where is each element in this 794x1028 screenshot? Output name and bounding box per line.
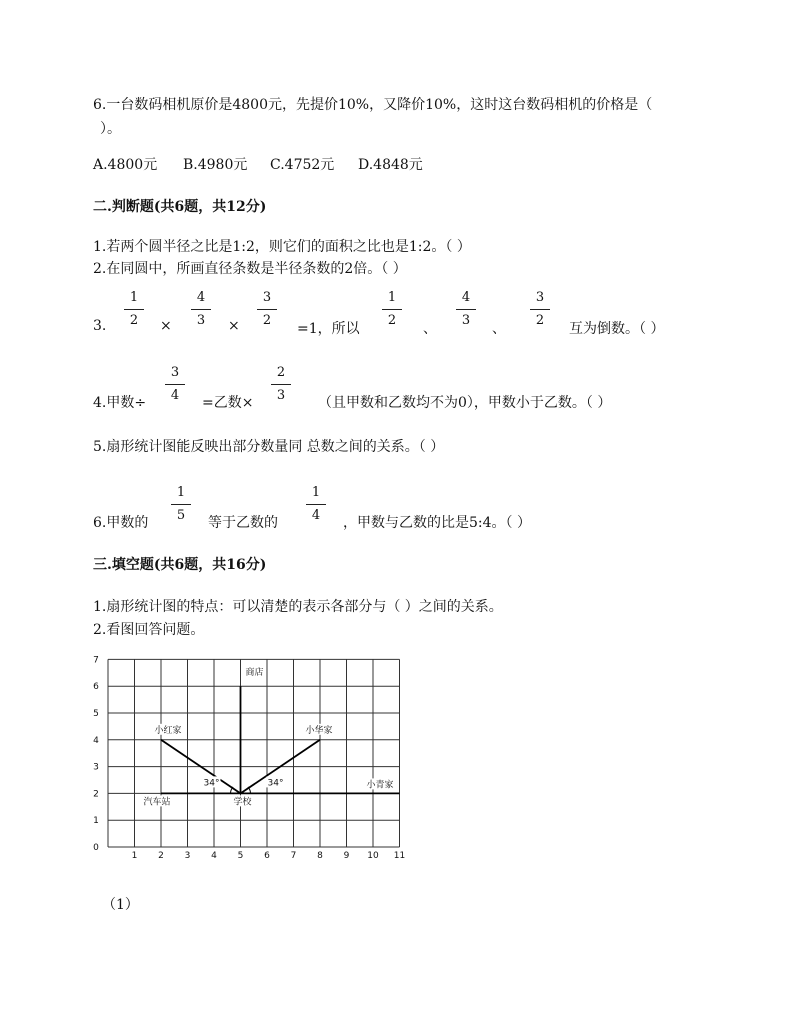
fraction-4-3: 4 3 [454, 290, 478, 329]
times-sign: × [228, 318, 240, 334]
y-tick-label: 3 [93, 762, 99, 773]
tf-question-4-part-a: 4.甲数÷ [93, 395, 147, 411]
mc-question-6-line2: ）。 [100, 121, 121, 137]
fraction-1-2: 1 2 [122, 290, 146, 329]
angle-label-right: 34° [267, 778, 284, 789]
x-tick-label: 3 [184, 851, 191, 860]
option-b: B.4980元 [183, 157, 248, 173]
place-label: 小青家 [366, 780, 394, 791]
fraction-4-3: 4 3 [189, 290, 213, 329]
x-tick-label: 8 [317, 851, 323, 860]
x-tick-label: 5 [237, 851, 244, 860]
x-tick-label: 11 [393, 851, 406, 860]
tf-question-1: 1.若两个圆半径之比是1:2，则它们的面积之比也是1:2。（ ） [93, 239, 471, 255]
fraction-1-4: 1 4 [304, 485, 328, 524]
section-2-title: 二.判断题(共6题，共12分) [93, 199, 267, 215]
place-label: 汽车站 [143, 797, 171, 808]
sub-question-1: （1） [102, 897, 139, 913]
option-a: A.4800元 [93, 157, 158, 173]
option-d: D.4848元 [358, 157, 423, 173]
tf-question-5: 5.扇形统计图能反映出部分数量同 总数之间的关系。（ ） [93, 439, 445, 455]
x-tick-label: 4 [211, 851, 217, 860]
mc-question-6-line1: 6.一台数码相机原价是4800元，先提价10%，又降价10%，这时这台数码相机的价格是（ [93, 97, 653, 113]
fraction-2-3: 2 3 [269, 365, 293, 404]
y-tick-label: 4 [93, 735, 99, 746]
tf-question-3-number: 3. [93, 318, 107, 334]
y-tick-label: 7 [93, 655, 99, 666]
y-tick-label: 1 [93, 816, 99, 827]
times-sign: × [160, 318, 172, 334]
y-tick-label: 5 [93, 709, 99, 719]
place-label: 学校 [233, 797, 252, 808]
x-tick-label: 10 [367, 851, 379, 860]
fill-question-2: 2.看图回答问题。 [93, 622, 205, 638]
fill-question-1: 1.扇形统计图的特点：可以清楚的表示各部分与（ ）之间的关系。 [93, 599, 503, 615]
separator: 、 [423, 321, 437, 337]
x-tick-label: 2 [158, 851, 164, 860]
tf-question-2: 2.在同圆中，所画直径条数是半径条数的2倍。（ ） [93, 261, 407, 277]
position-grid-map [88, 650, 408, 860]
y-tick-label: 0 [93, 843, 99, 853]
angle-label-left: 34° [203, 778, 220, 789]
tf-question-6-part-c: ，甲数与乙数的比是5:4。（ ） [343, 515, 531, 531]
place-label: 小红家 [154, 725, 182, 736]
place-label: 商店 [245, 668, 264, 679]
fraction-3-4: 3 4 [163, 365, 187, 404]
option-c: C.4752元 [270, 157, 335, 173]
tf-question-4-part-b: =乙数× [202, 395, 254, 411]
fraction-3-2: 3 2 [528, 290, 552, 329]
place-label: 小华家 [305, 725, 333, 736]
y-tick-label: 2 [93, 789, 99, 800]
tf-question-6-part-a: 6.甲数的 [93, 515, 149, 531]
fraction-1-5: 1 5 [169, 485, 193, 524]
section-3-title: 三.填空题(共6题，共16分) [93, 557, 267, 573]
x-tick-label: 7 [290, 851, 297, 860]
tf-question-3-end: 互为倒数。（ ） [569, 321, 665, 337]
tf-question-6-part-b: 等于乙数的 [208, 515, 278, 531]
x-tick-label: 6 [264, 851, 270, 860]
x-tick-label: 1 [131, 851, 138, 860]
fraction-1-2: 1 2 [380, 290, 404, 329]
separator: 、 [492, 321, 506, 337]
fraction-3-2: 3 2 [255, 290, 279, 329]
x-tick-label: 9 [343, 851, 350, 860]
tf-question-4-part-c: （且甲数和乙数均不为0），甲数小于乙数。（ ） [318, 395, 612, 411]
equals-so-text: =1，所以 [297, 321, 360, 337]
y-tick-label: 6 [93, 682, 99, 693]
